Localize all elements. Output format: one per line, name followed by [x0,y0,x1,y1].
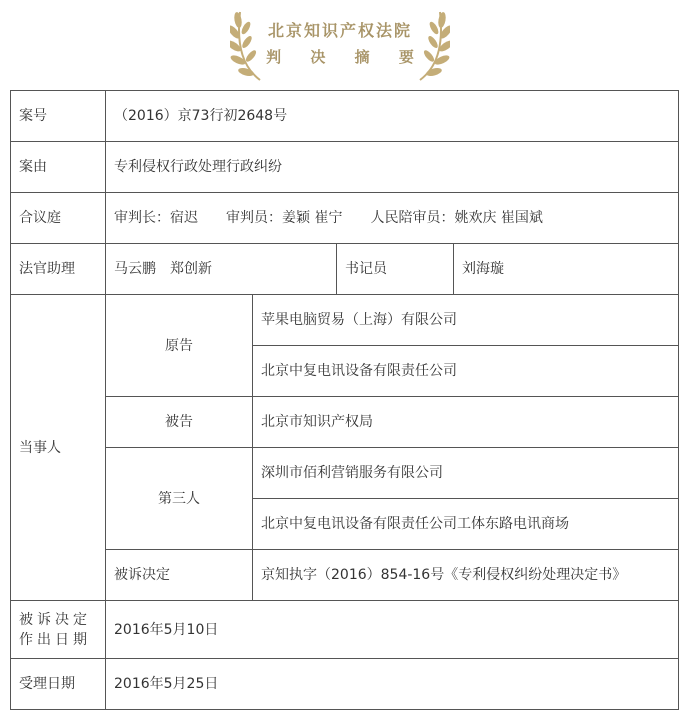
plaintiff-label: 原告 [106,295,253,397]
case-no-label: 案号 [11,91,106,142]
third-party-label: 第三人 [106,448,253,550]
third-party-1: 深圳市佰利营销服务有限公司 [253,448,679,499]
court-name: 北京知识产权法院 [267,21,412,40]
decision-value: 京知执字（2016）854-16号《专利侵权纠纷处理决定书》 [253,550,679,601]
jurors: 人民陪审员：姚欢庆 崔国斌 [370,210,543,226]
decision-label: 被诉决定 [106,550,253,601]
table-row [11,550,679,601]
defendant-value: 北京市知识产权局 [253,397,679,448]
table-row [11,91,679,142]
decision-date-label: 被诉决定作出日期 [11,601,106,659]
header-banner [0,0,680,90]
judges: 审判员：姜颖 崔宁 [226,210,343,226]
table-row [11,659,679,710]
decision-date-value: 2016年5月10日 [106,601,679,659]
table-row [11,295,679,346]
clerk-label: 书记员 [337,244,454,295]
table-row [11,244,679,295]
table-row [11,397,679,448]
panel-label: 合议庭 [11,193,106,244]
accept-date-value: 2016年5月25日 [106,659,679,710]
cause-value: 专利侵权行政处理行政纠纷 [106,142,679,193]
plaintiff-1: 苹果电脑贸易（上海）有限公司 [253,295,679,346]
table-row [11,601,679,659]
presiding-judge: 审判长：宿迟 [114,210,198,226]
case-no-value: （2016）京73行初2648号 [106,91,679,142]
document-subtitle: 判 决 摘 要 [266,48,426,66]
assistant-value: 马云鹏 郑创新 [106,244,337,295]
cause-label: 案由 [11,142,106,193]
case-summary-table [10,90,679,710]
accept-date-label: 受理日期 [11,659,106,710]
table-row [11,448,679,499]
table-row [11,193,679,244]
panel-value [106,193,679,244]
third-party-2: 北京中复电讯设备有限责任公司工体东路电讯商场 [253,499,679,550]
plaintiff-2: 北京中复电讯设备有限责任公司 [253,346,679,397]
table-row [11,142,679,193]
clerk-value: 刘海璇 [454,244,679,295]
parties-label: 当事人 [11,295,106,601]
defendant-label: 被告 [106,397,253,448]
assistant-label: 法官助理 [11,244,106,295]
